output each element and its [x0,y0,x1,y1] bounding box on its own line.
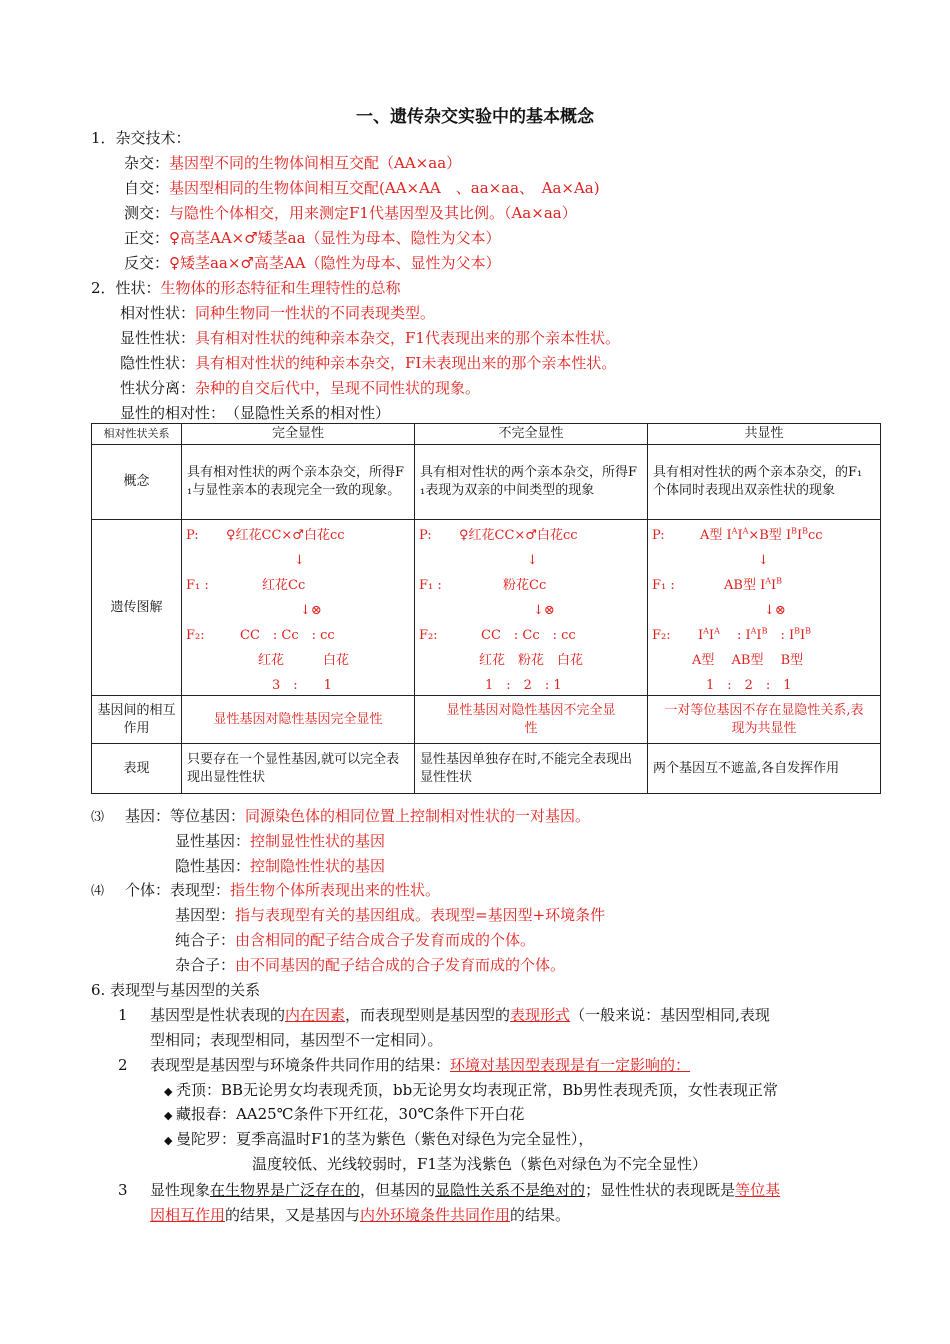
def-label: 自交： [124,179,170,197]
relativity-heading: 显性的相对性： （显隐性关系的相对性） [120,404,391,422]
def-row-recessive-trait [120,353,616,373]
section-2-def: 生物体的形态特征和生理特性的总称 [160,279,401,297]
section-number: ⑶ [91,810,105,825]
def-label: 相对性状： [120,304,196,322]
def-label: 基因型： [175,906,236,924]
table-cell: 具有相对性状的两个亲本杂交，所得F₁与显性亲本的表现完全一致的现象。 [182,445,415,520]
cross-diagram-codominant [648,520,881,696]
arrow-down-icon: ↓ [758,552,769,568]
row-label: 遗传图解 [92,520,182,696]
section-4-row [91,880,440,902]
parent-cross: A型 $I^AI^A\times B$型 $I^BI^Bcc$ [700,526,823,543]
def-text: 由含相同的配子结合成合子发育而成的个体。 [235,931,536,949]
def-text: ♀矮茎aa×♂高茎AA（隐性为母本、显性为父本） [169,254,501,272]
def-text: 基因型相同的生物体间相互交配(AA×AA 、aa×aa、 Aa×Aa) [169,179,600,197]
def-row-segregation [120,378,480,398]
def-row-heterozygote [175,955,565,975]
f2-ratio: 3 : 1 [272,677,332,693]
selfing-arrow-icon: ↓⊗ [533,602,555,618]
generation-label: F₁ : [186,577,209,593]
def-text: 同源染色体的相同位置上控制相对性状的一对基因。 [245,807,591,825]
def-text: 具有相对性状的纯种亲本杂交，F1代表现出来的那个亲本性状。 [195,329,620,347]
def-row-dominant-gene [175,831,385,851]
def-row-hybrid [124,153,461,173]
generation-label: F₂: [652,627,671,643]
table-cell: 只要存在一个显性基因,就可以完全表现出显性性状 [182,744,415,794]
def-text: 控制显性性状的基因 [250,832,386,850]
paragraph-3-line-1: 显性现象在生物界是广泛存在的，但基因的显隐性关系不是绝对的；显性性状的表现既是等位基 [150,1181,781,1199]
def-label: 测交： [124,204,170,222]
section-2-heading [91,278,401,298]
diamond-bullet-icon: ◆ [164,1085,176,1098]
table-header: 不完全显性 [415,424,648,445]
table-row-interaction [92,696,881,744]
bullet-continuation: 温度较低、光线较弱时，F1茎为浅紫色（紫色对绿色为不完全显性） [252,1155,707,1173]
def-label: 表现型： [170,881,231,899]
def-text: 杂种的自交后代中，呈现不同性状的现象。 [195,379,481,397]
parent-cross: ♀红花CC×♂白花cc [459,527,578,543]
def-label: 性状分离： [120,379,196,397]
def-text: 与隐性个体相交，用来测定F1代基因型及其比例。（Aa×aa） [169,204,577,222]
paragraph-number: 3 [118,1181,128,1199]
def-row-testcross [124,203,577,223]
paragraph-1-line-1: 基因型是性状表现的内在因素，而表现型则是基因型的表现形式（一般来说：基因型相同,表现 [150,1006,770,1024]
def-text: 控制隐性性状的基因 [250,857,386,875]
def-text: 具有相对性状的纯种亲本杂交，FI未表现出来的那个亲本性状。 [195,354,617,372]
def-text: 指与表现型有关的基因组成。表现型=基因型+环境条件 [235,906,606,924]
def-text: 指生物个体所表现出来的性状。 [230,881,441,899]
parent-cross: ♀红花CC×♂白花cc [226,527,345,543]
cross-diagram-complete [182,520,415,696]
f2-genotypes: $I^AI^A$ : $I^AI^B$ : $I^BI^B$ [698,626,812,643]
table-header: 完全显性 [182,424,415,445]
section-4-heading: 个体： [125,881,171,899]
table-row-expression [92,744,881,794]
generation-label: F₂: [186,627,205,643]
def-text: 由不同基因的配子结合成的合子发育而成的个体。 [235,956,566,974]
def-row-genotype [175,905,605,925]
paragraph-number: 1 [118,1006,128,1024]
section-3-heading: 基因： [125,807,171,825]
paragraph-number: 2 [118,1056,128,1074]
paragraph-3-line-2: 因相互作用的结果，又是基因与内外环境条件共同作用的结果。 [150,1206,571,1224]
def-label: 正交： [124,229,170,247]
f2-phenotypes: A型 AB型 B型 [692,652,804,668]
generation-label: F₁ : [652,577,675,593]
def-label: 显性基因： [175,832,251,850]
bullet-item: ◆ 秃顶：BB无论男女均表现秃顶，bb无论男女均表现正常，Bb男性表现秃顶，女性表现正常 [164,1081,778,1099]
table-row-diagram [92,520,881,696]
selfing-arrow-icon: ↓⊗ [300,602,322,618]
table-cell: 具有相对性状的两个亲本杂交，的F₁个体同时表现出双亲性状的现象 [648,445,881,520]
dominance-table [91,423,881,794]
table-row-concept [92,445,881,520]
section-2-label: 2．性状： [91,279,161,297]
def-row-forward-cross [124,228,501,248]
f2-genotypes: CC : Cc : cc [240,627,335,643]
def-label: 隐性基因： [175,857,251,875]
row-label: 基因间的相互作用 [92,696,182,744]
def-label: 隐性性状： [120,354,196,372]
selfing-arrow-icon: ↓⊗ [764,602,786,618]
bullet-item: ◆ 藏报春：AA25℃条件下开红花，30℃条件下开白花 [164,1105,525,1123]
def-row-homozygote [175,930,535,950]
table-cell: 显性基因对隐性基因不完全显性 [415,696,648,744]
paragraph-2: 表现型是基因型与环境条件共同作用的结果：环境对基因型表现是有一定影响的： [150,1056,691,1074]
section-number: ⑷ [91,884,105,899]
f2-phenotypes: 红花 粉花 白花 [479,652,584,668]
bullet-item: ◆ 曼陀罗：夏季高温时F1的茎为紫色（紫色对绿色为完全显性）， [164,1130,594,1148]
def-label: 杂交： [124,154,170,172]
arrow-down-icon: ↓ [527,552,538,568]
def-row-reverse-cross [124,253,501,273]
table-cell: 两个基因互不遮盖,各自发挥作用 [648,744,881,794]
diamond-bullet-icon: ◆ [164,1134,176,1147]
generation-label: P: [652,527,665,543]
table-cell: 具有相对性状的两个亲本杂交，所得F₁表现为双亲的中间类型的现象 [415,445,648,520]
table-header: 相对性状关系 [92,424,182,445]
table-header-row [92,424,881,445]
generation-label: F₂: [419,627,438,643]
def-label: 反交： [124,254,170,272]
row-label: 概念 [92,445,182,520]
cross-diagram-incomplete [415,520,648,696]
f2-ratio: 1 : 2 : 1 [485,677,562,693]
table-cell: 一对等位基因不存在显隐性关系,表现为共显性 [648,696,881,744]
def-row-relative-trait [120,303,435,323]
section-3-row [91,806,590,828]
def-row-recessive-gene [175,856,385,876]
def-row-dominant-trait [120,328,620,348]
f1-value: 粉花Cc [503,577,547,593]
paragraph-1-line-2: 型相同；表现型相同，基因型不一定相同）。 [150,1031,443,1049]
f2-ratio: 1 : 2 : 1 [706,677,792,693]
section-6-heading: 6. 表现型与基因型的关系 [91,981,261,999]
table-cell: 显性基因对隐性基因完全显性 [182,696,415,744]
section-1-heading: 1．杂交技术： [91,129,191,147]
def-row-selfing [124,178,600,198]
row-label: 表现 [92,744,182,794]
generation-label: F₁ : [419,577,442,593]
def-label: 等位基因： [170,807,246,825]
generation-label: P: [419,527,432,543]
def-label: 杂合子： [175,956,236,974]
table-header: 共显性 [648,424,881,445]
def-label: 显性性状： [120,329,196,347]
def-text: 基因型不同的生物体间相互交配（AA×aa） [169,154,462,172]
f2-genotypes: CC : Cc : cc [481,627,576,643]
f2-phenotypes: 红花 白花 [258,652,350,668]
def-text: 同种生物同一性状的不同表现类型。 [195,304,436,322]
f1-value: 红花Cc [262,577,306,593]
diamond-bullet-icon: ◆ [164,1109,176,1122]
def-text: ♀高茎AA×♂矮茎aa（显性为母本、隐性为父本） [169,229,501,247]
f1-value: AB型 $I^AI^B$ [724,576,783,593]
def-label: 纯合子： [175,931,236,949]
page-title: 一、遗传杂交实验中的基本概念 [356,107,594,127]
generation-label: P: [186,527,199,543]
table-cell: 显性基因单独存在时,不能完全表现出显性性状 [415,744,648,794]
arrow-down-icon: ↓ [294,552,305,568]
